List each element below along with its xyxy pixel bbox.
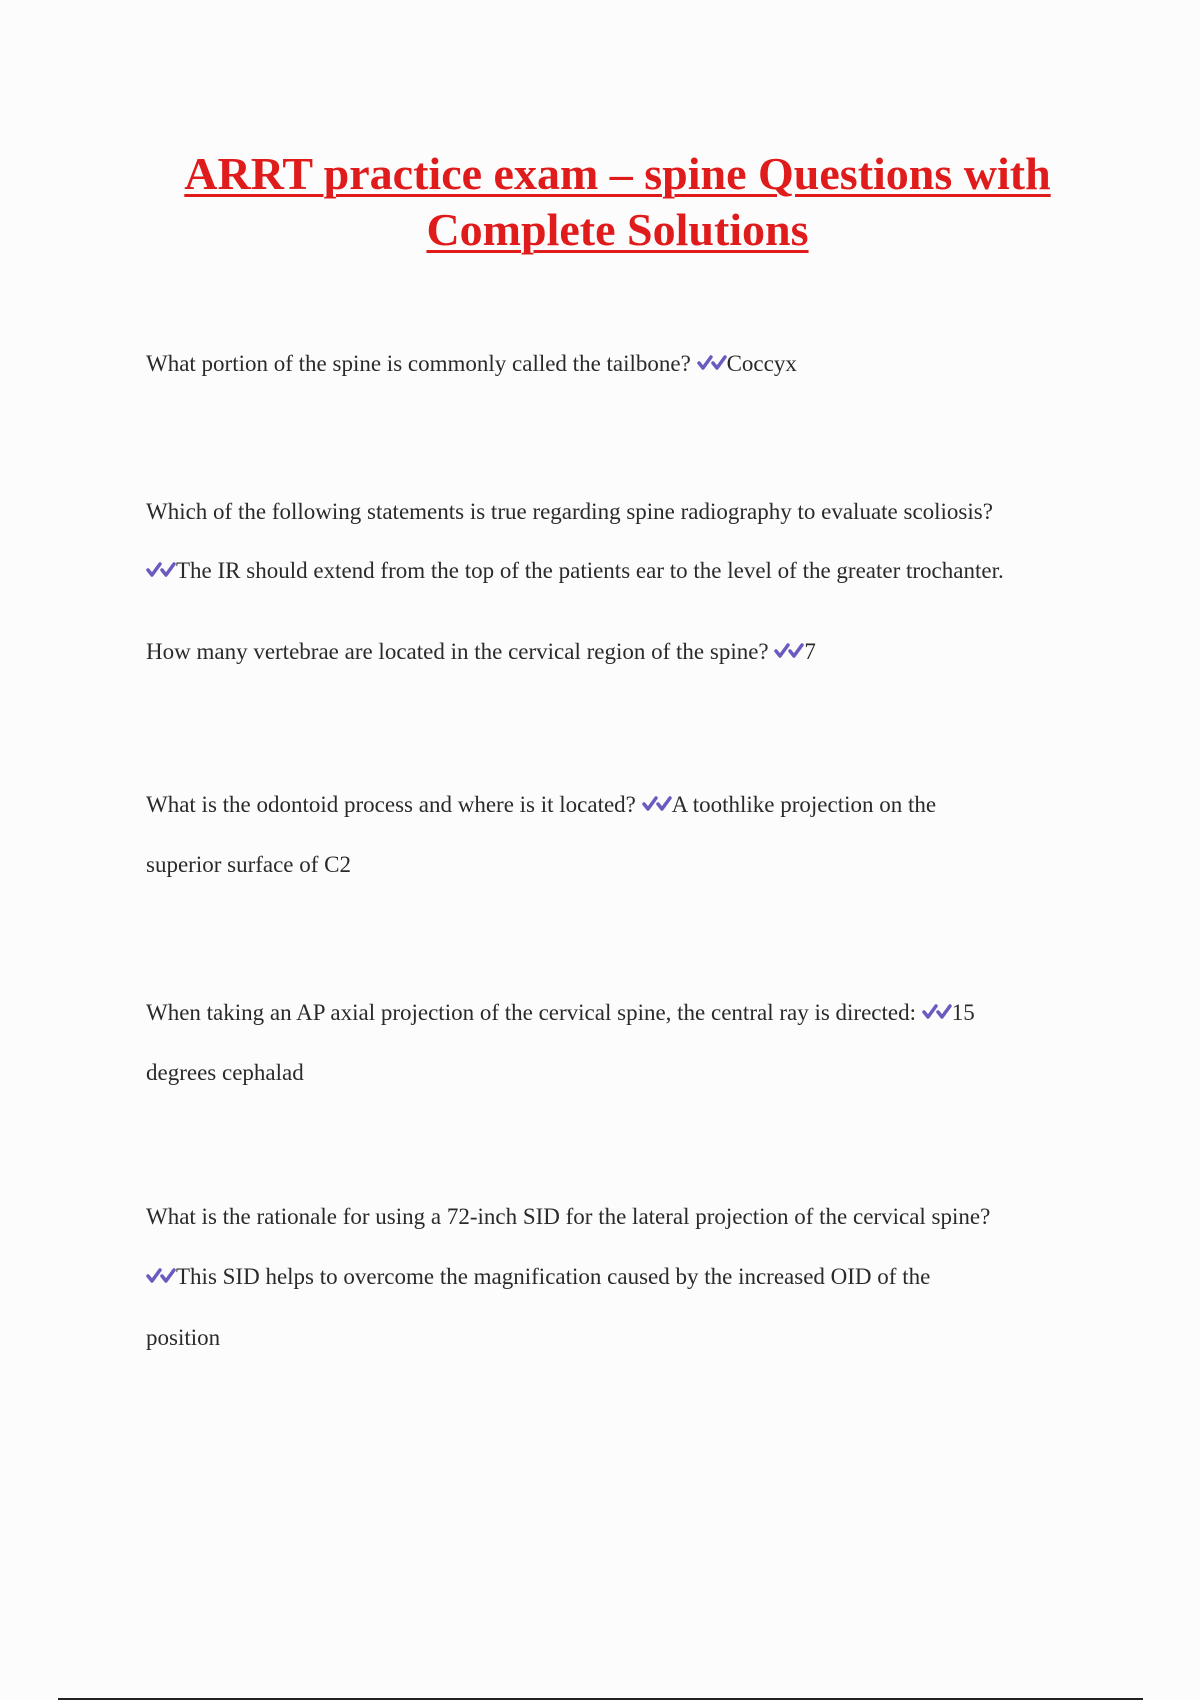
qa-item-4: [146, 790, 936, 820]
question-text: What is the odontoid process and where is it located?: [146, 792, 636, 817]
double-check-icon: [146, 559, 176, 581]
answer-continuation: degrees cephalad: [146, 1060, 304, 1085]
question-text: What is the rationale for using a 72-inch SID for the lateral projection of the cervical spine?: [146, 1204, 991, 1229]
answer-text: Coccyx: [726, 351, 797, 376]
qa-item-6-continuation: [146, 1323, 220, 1353]
double-check-icon: [697, 352, 727, 374]
double-check-icon: [642, 793, 672, 815]
answer-continuation: position: [146, 1325, 221, 1350]
qa-item-1: [146, 349, 797, 379]
question-text: When taking an AP axial projection of the cervical spine, the central ray is directed:: [146, 1000, 916, 1025]
qa-item-5-continuation: [146, 1058, 304, 1088]
double-check-icon: [774, 640, 804, 662]
qa-item-6-question: [146, 1202, 990, 1232]
answer-text: A toothlike projection on the: [671, 792, 937, 817]
double-check-icon: [922, 1001, 952, 1023]
answer-text: 15: [951, 1000, 975, 1025]
answer-continuation: superior surface of C2: [146, 852, 352, 877]
qa-item-3: [146, 637, 816, 667]
document-title: [100, 146, 1135, 258]
question-text: What portion of the spine is commonly called the tailbone?: [146, 351, 691, 376]
double-check-icon: [146, 1265, 176, 1287]
qa-item-2-answer: [146, 556, 1004, 586]
answer-text: The IR should extend from the top of the patients ear to the level of the greater trochanter.: [176, 558, 1004, 583]
qa-item-6-answer: [146, 1262, 930, 1292]
qa-item-5: [146, 998, 975, 1028]
title-line-1: ARRT practice exam – spine Questions with: [184, 148, 1051, 199]
answer-text: This SID helps to overcome the magnification caused by the increased OID of the: [176, 1264, 931, 1289]
question-text: Which of the following statements is true regarding spine radiography to evaluate scoliosis?: [146, 499, 993, 524]
qa-item-2-question: [146, 497, 993, 527]
title-line-2: Complete Solutions: [426, 204, 809, 255]
question-text: How many vertebrae are located in the cervical region of the spine?: [146, 639, 769, 664]
qa-item-4-continuation: [146, 850, 351, 880]
answer-text: 7: [804, 639, 816, 664]
